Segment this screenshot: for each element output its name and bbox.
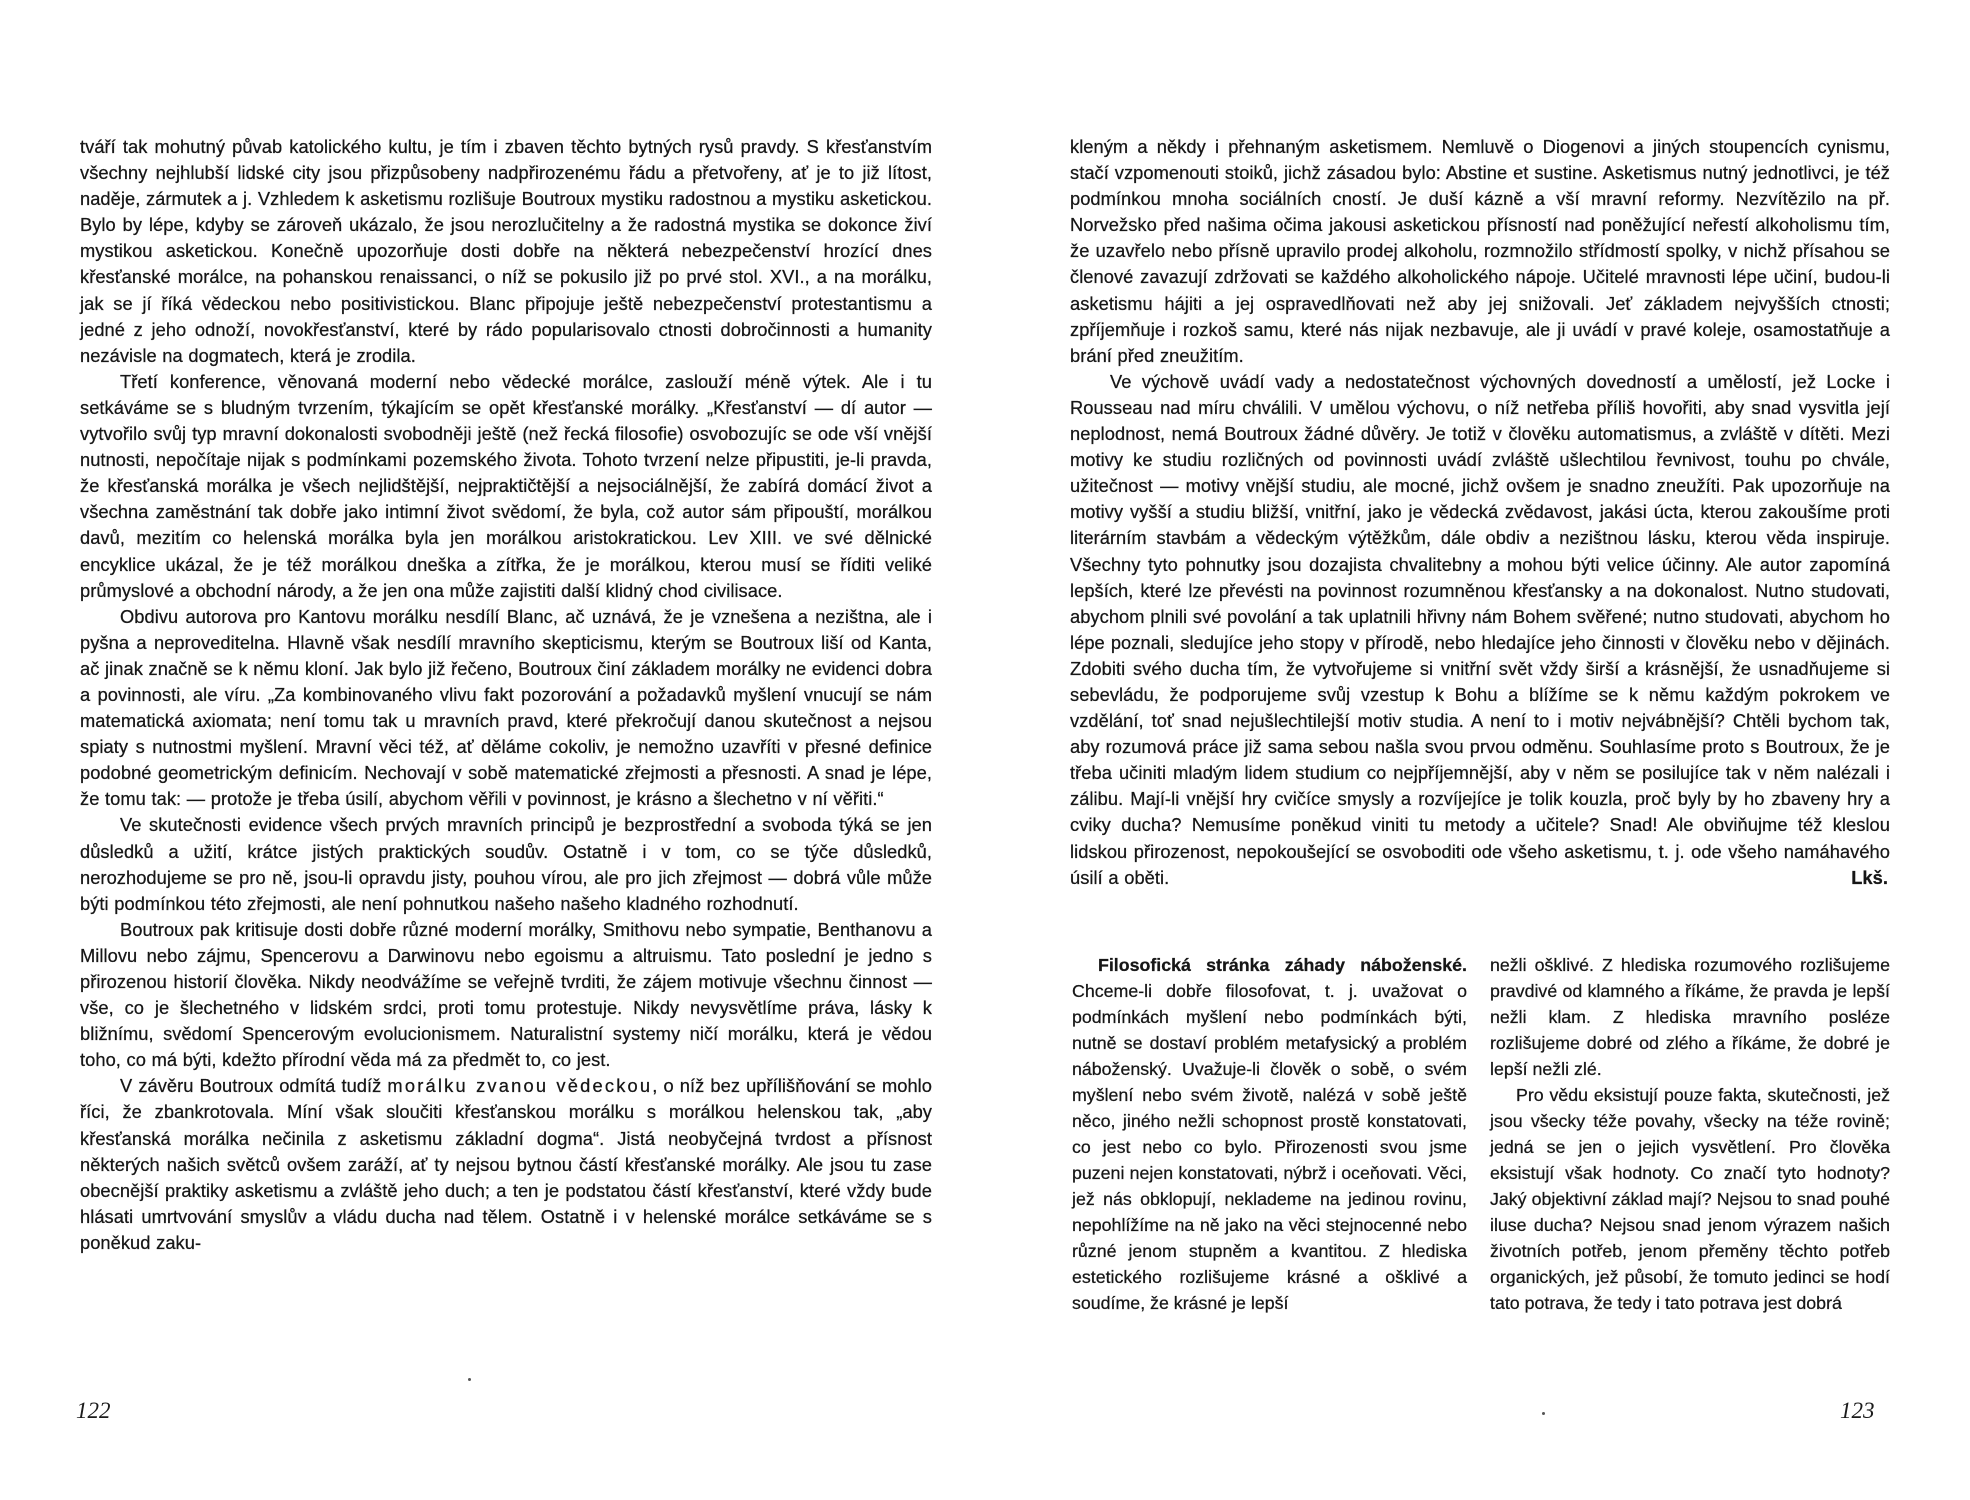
paragraph (80, 134, 932, 369)
article-paragraph: Pro vědu eksistují pouze fakta, skutečnosti, jež jsou všecky téže povahy, všecky na téže rovině; jedná se jen o jejich vysvětlení. Pro člověka eksistují však hodnoty. Co značí tyto hodnoty? Jaký objektivní základ mají? Nejsou to snad pouhé iluse ducha? Nejsou snad jenom výrazem našich životních potřeb, jenom přeměny těchto potřeb organických, jež působí, že tomuto jedinci se hodí tato potrava, že tedy i tato potrava jest dobrá (1490, 1085, 1890, 1313)
paragraph-text: Ve výchově uvádí vady a nedostatečnost výchovných dovedností a umělostí, jež Locke i Rousseau nad míru chválili. V umělou výchovu, o níž netřeba příliš hovořiti, aby snad vysvitla její neplodnost, nemá Boutroux žádné důvěry. Je totiž v člověku automatismus, a zvláště v dítěti. Mezi motivy ke studiu rozličných od povinnosti uvádí zvláště ušlechtilou řevnivost, touhu po chvále, užitečnost — motivy vnější studiu, ale mocné, jichž ovšem je snadno zneužíti. Pak upozorňuje na motivy vyšší a studiu bližší, vnitřní, jako je vědecká zvědavost, jakási úcta, kterou zakoušíme proti literárním stavbám a vědeckým výtěžkům, dále obdiv a nezištnou lásku, kterou věda inspiruje. Všechny tyto pohnutky jsou dozajista chvalitebny a mohou býti velice účinny. Ale autor zapomíná lepších, které lze převésti na povinnost rozumněnou křesťansky a na dokonalost. Nutno studovati, abychom plnili své povolání a tak uplatnili hřivny nám Bohem svěřené; nutno studovati, abychom ho lépe poznali, sledujíce jeho stopy v přírodě, nebo hledajíce jeho činnosti v člověku nebo v dějinách. Zdobiti svého ducha tím, že vytvořujeme si vnitřní svět vždy širší a krásnější, že usnadňujeme si sebevládu, že podporujeme svůj vzestup k Bohu a blížíme se k němu každým pokrokem ve vzdělání, toť snad nejušlechtilejší motiv studia. A není to i motiv nejvábnější? Chtěli bychom tak, aby rozumová práce již sama sebou našla svou prvou odměnu. Souhlasíme proto s Boutroux, že je třeba učiniti mladým lidem studium co nejpříjemnější, aby v něm se posilujíce tak v něm nalézali i zálibu. Mají-li vnější hry cvičíce smysly a rozvíjejíce je tolik kouzla, proč byly by ho zbaveny hry a cviky ducha? Nemusíme poněkud viniti tu metody a učitele? Snad! Ale obviňujme též kleslou lidskou přirozenost, nepokoušející se osvoboditi ode všeho asketismu, t. j. ode všeho namáhavého úsilí a oběti. (1070, 370, 1890, 888)
paragraph-text: , o níž bez upřílišňování se mohlo říci, že zbankrotovala. Míní však sloučiti křesťanskou morálku s morálkou helenskou tak, „aby křesťanská morálka nečinila z asketismu základní dogma“. Jistá neobyčejná tvrdost a přísnost některých našich světců ovšem zaráží, ať ty nejsou bytnou částí křesťanské morálky. Ale jsou tu zase obecnější praktiky asketismu a zvláště jeho duch; a ten je podstatou částí křesťanství, které vždy bude hlásati umrtvování smyslův a vládu ducha nad tělem. Ostatně i v helenské morálce setkáváme se s poněkud zaku- (80, 1075, 932, 1253)
paragraph-text: V závěru Boutroux odmítá tudíž (120, 1075, 388, 1097)
article-column-1 (1072, 952, 1467, 1316)
paragraph (80, 917, 932, 1074)
article-title: Filosofická stránka záhady náboženské. (1098, 955, 1467, 975)
article-text: Chceme-li dobře filosofovat, t. j. uvažovat o podmínkách myšlení nebo podmínkách býti, nutně se dostaví problém metafysický a problém náboženský. Uvažuje-li člověk o sobě, o svém myšlení nebo svém životě, nalézá v sobě ještě něco, jiného nežli schopnost prostě konstatovati, co jest nebo co bylo. Přirozenosti svou jsme puzeni nejen konstatovati, nýbrž i oceňovati. Věci, jež nás obklopují, neklademe na jedinou rovinu, nepohlížíme na ně jako na věci stejnocenné nebo různé jenom stupněm a kvantitou. Z hlediska estetického rozlišujeme krásné a ošklivé a soudíme, že krásné je lepší (1072, 981, 1467, 1313)
spaced-emphasis: morálku zvanou vědeckou (387, 1075, 653, 1097)
paragraph-text: Třetí konference, věnovaná moderní nebo vědecké morálce, zaslouží méně výtek. Ale i tu setkáváme se s bludným tvrzením, týkajícím se opět křesťanské morálky. „Křesťanství — dí autor — vytvořilo svůj typ mravní dokonalosti svobodněji ještě (než řecká filosofie) osvobozujíc se ode vší vnější nutnosti, nepočítaje nijak s podmínkami pozemského života. Tohoto tvrzení nelze připustiti, je-li pravda, že křesťanská morálka je všech nejlidštější, nejpraktičtější a nejsociálnější, že zabírá domácí život a všechna zaměstnání tak dobře jako intimní život svědomí, že byla, což autor sám připouští, morálkou davů, mezitím co helenská morálka byla jen morálkou aristokratickou. Lev XIII. ve své dělnické encyklice ukázal, že je též morálkou dneška a zítřka, že je morálkou, kterou musí se říditi veliké průmyslové a obchodní národy, a že jen ona může zajistiti další klidný chod civilisace. (80, 370, 932, 601)
paragraph-text: Obdivu autorova pro Kantovu morálku nesdílí Blanc, ač uznává, že je vznešena a nezištna, ale i pyšna a neproveditelna. Hlavně však nesdílí mravního skepticismu, kterým se Boutroux liší od Kanta, ač jinak značně se k němu kloní. Jak bylo již řečeno, Boutroux činí základem morálky ne evidenci dobra a povinnosti, ale víru. „Za kombinovaného vlivu fakt pozorování a požadavků myšlení vnucují se nám matematická axiomata; není tomu tak u mravních pravd, které překročují danou skutečnost a nejsou spiaty s nutnostmi myšlení. Mravní věci též, ať děláme cokoliv, je nemožno uzavříti v přesné definice podobné geometrickým definicím. Nechovají v sobě matematické zřejmosti a přesnosti. A snad je lépe, že tomu tak: — protože je třeba úsilí, abychom věřili v povinnost, je krásno a šlechetno v ní věřiti.“ (80, 605, 932, 810)
article-column-2 (1490, 952, 1890, 1316)
paragraph-text: Ve skutečnosti evidence všech prvých mravních principů je bezprostřední a svoboda týká se jen důsledků a užití, krátce jistých praktických soudův. Ostatně i v tom, co se týče důsledků, nerozhodujeme se pro ně, jsou-li opravdu jisty, pouhou vírou, ale pro jich zřejmost — dobrá vůle může býti podmínkou této zřejmosti, ale není pohnutkou našeho našeho kladného rozhodnutí. (80, 814, 932, 914)
paragraph (80, 1073, 932, 1256)
left-page-body (80, 134, 932, 1256)
left-page-number: 122 (76, 1398, 111, 1423)
scan-speck (468, 1378, 471, 1381)
paragraph (80, 369, 932, 604)
right-page-number: 123 (1840, 1398, 1875, 1423)
right-page (985, 0, 1970, 1500)
right-page-body (1070, 134, 1890, 891)
paragraph-text: Boutroux pak kritisuje dosti dobře různé moderní morálky, Smithovu nebo sympatie, Benthanovu a Millovu nebo zájmu, Spencerovu a Darwinovu nebo egoismu a altruismu. Tato poslední je jedno s přirozenou historií člověka. Nikdy neodvážíme se veřejně tvrditi, že zájem motivuje všechnu činnost — vše, co je šlechetného v lidském srdci, proti tomu protestuje. Nikdy nevysvětlíme práva, lásky k bližnímu, svědomí Spencerovým evolucionismem. Naturalistní systemy ničí morálku, která je vědou toho, co má býti, kdežto přírodní věda má za předmět to, co jest. (80, 918, 932, 1071)
paragraph (80, 812, 932, 916)
paragraph (1070, 369, 1890, 891)
paragraph-text: tváří tak mohutný půvab katolického kultu, je tím i zbaven těchto bytných rysů pravdy. S křesťanstvím všechny nejhlubší lidské city jsou přizpůsobeny nadpřirozenému řádu a přetvořeny, ať je to již lítost, naděje, zármutek a j. Vzhledem k asketismu rozlišuje Boutroux mystiku radostnou a mystiku asketickou. Bylo by lépe, kdyby se zároveň ukázalo, že jsou nerozlučitelny a že radostná mystika se dokonce živí mystikou asketickou. Konečně upozorňuje dosti dobře na některá nebezpečenství hrozící dnes křesťanské morálce, na pohanskou renaissanci, o níž se pokusilo již po prvé stol. XVI., a na morálku, jak se jí říká vědeckou nebo positivistickou. Blanc připojuje ještě nebezpečenství protestantismu a jedné z jeho odnoží, novokřesťanství, které by rádo popularisovalo ctnosti dobročinnosti a humanity nezávisle na dogmatech, která je zrodila. (80, 136, 932, 366)
paragraph: kleným a někdy i přehnaným asketismem. Nemluvě o Diogenovi a jiných stoupencích cynismu, stačí vzpomenouti stoiků, jichž zásadou bylo: Abstine et sustine. Asketismus nutný jednotlivci, je též podmínkou mnoha sociálních cností. Je duší kázně a vší mravní reformy. Nezvítězilo na př. Norvežsko před našima očima jakousi asketickou přísností nad poněžující neřestí alkoholismu tím, že uzavřelo nebo přísně upravilo prodej alkoholu, rozmnožilo střídmostí spolky, v nichž přísahou se členové zavazují zdržovati se každého alkoholického nápoje. Učitelé mravnosti lépe učiní, budou-li asketismu hájiti a jej ospravedlňovati než aby jej snižovali. Jeť základem nejvyšších ctnosti; zpříjemňuje i rozkoš samu, které nás nijak nezbavuje, ale ji uvádí v pravé koleje, osamostatňuje a brání před zneužitím. (1070, 136, 1890, 366)
author-signature: Lkš. (1851, 866, 1888, 888)
scan-speck (1542, 1412, 1545, 1415)
article-paragraph (1072, 952, 1467, 1316)
paragraph (80, 604, 932, 813)
article-paragraph: nežli ošklivé. Z hlediska rozumového rozlišujeme pravdivé od klamného a říkáme, že pravda je lepší nežli klam. Z hlediska mravního posléze rozlišujeme dobré od zlého a říkáme, že dobré je lepší nežli zlé. (1490, 955, 1890, 1079)
